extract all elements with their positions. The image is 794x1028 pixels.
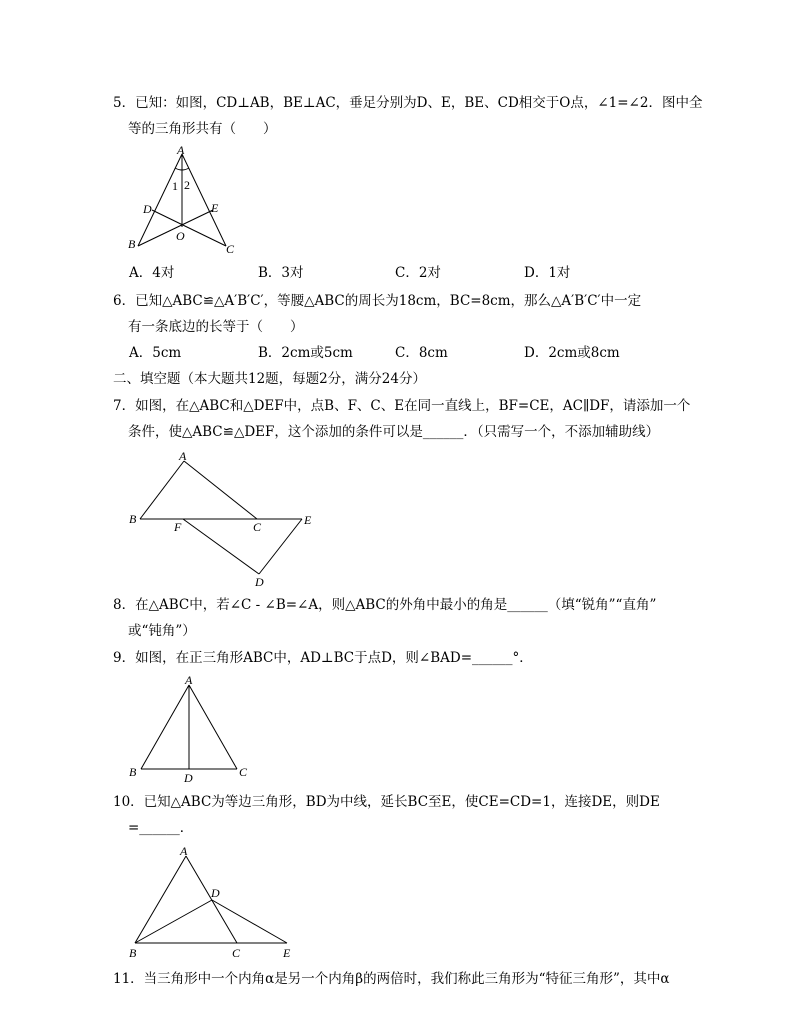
q9-label-C: C (239, 765, 248, 779)
q10-figure (122, 842, 302, 962)
q5-stem-line1: 5．已知：如图，CD⊥AB，BE⊥AC，垂足分别为D、E，BE、CD相交于O点，∠1=∠2．图中全 (113, 95, 703, 111)
q10-label-D: D (211, 886, 220, 900)
q7-label-E: E (304, 513, 312, 527)
q10-label-B: B (129, 946, 137, 960)
q5-option-c: C．2对 (395, 265, 441, 281)
q5-label-B: B (128, 237, 136, 251)
q7-label-D: D (255, 575, 264, 589)
q11-stem: 11．当三角形中一个内角α是另一个内角β的两倍时，我们称此三角形为“特征三角形”，其中α (113, 971, 670, 987)
q10-label-A: A (180, 844, 188, 858)
q5-option-d: D．1对 (524, 265, 571, 281)
q8-stem-line1: 8．在△ABC中，若∠C - ∠B=∠A，则△ABC的外角中最小的角是______（填“锐角”“直角” (113, 597, 657, 613)
q5-label-E: E (211, 201, 219, 215)
q6-stem-line2: 有一条底边的长等于（ ） (128, 319, 304, 335)
q6-stem-line1: 6．已知△ABC≌△A′B′C′，等腰△ABC的周长为18cm，BC=8cm，那么△A′B′C′中一定 (113, 293, 642, 309)
q9-figure (125, 672, 255, 787)
section-heading: 二、填空题（本大题共12题，每题2分，满分24分） (113, 371, 426, 387)
q7-figure (125, 448, 335, 593)
q5-label-1: 1 (172, 179, 178, 193)
q5-label-O: O (176, 229, 185, 243)
q10-stem-line2: =______． (128, 820, 194, 836)
q7-label-A: A (179, 449, 187, 463)
q5-label-2: 2 (184, 178, 190, 192)
q7-stem-line2: 条件，使△ABC≌△DEF，这个添加的条件可以是______．（只需写一个，不添加辅助线） (128, 424, 660, 440)
q7-label-C: C (253, 520, 262, 534)
q9-stem: 9．如图，在正三角形ABC中，AD⊥BC于点D，则∠BAD=______°． (113, 650, 533, 666)
q9-label-A: A (185, 673, 193, 687)
q7-label-B: B (129, 512, 137, 526)
q8-stem-line2: 或“钝角”） (128, 623, 196, 639)
q9-label-D: D (184, 771, 193, 785)
q9-label-B: B (129, 765, 137, 779)
q5-option-b: B．3对 (258, 265, 304, 281)
q10-label-C: C (232, 946, 241, 960)
q6-option-c: C．8cm (395, 345, 448, 361)
q5-figure (120, 140, 250, 265)
q7-stem-line1: 7．如图，在△ABC和△DEF中，点B、F、C、E在同一直线上，BF=CE，AC∥DF，请添加一个 (113, 398, 691, 414)
q5-label-C: C (226, 242, 235, 256)
q5-label-A: A (177, 143, 185, 157)
q6-option-a: A．5cm (129, 345, 182, 361)
q7-label-F: F (174, 520, 182, 534)
q5-option-a: A．4对 (129, 265, 175, 281)
q10-stem-line1: 10．已知△ABC为等边三角形，BD为中线，延长BC至E，使CE=CD=1，连接DE，则DE (113, 794, 660, 810)
q5-stem-line2: 等的三角形共有（ ） (128, 121, 277, 137)
q10-label-E: E (283, 946, 291, 960)
q6-option-b: B．2cm或5cm (258, 345, 353, 361)
q5-label-D: D (143, 202, 152, 216)
q6-option-d: D．2cm或8cm (524, 345, 620, 361)
